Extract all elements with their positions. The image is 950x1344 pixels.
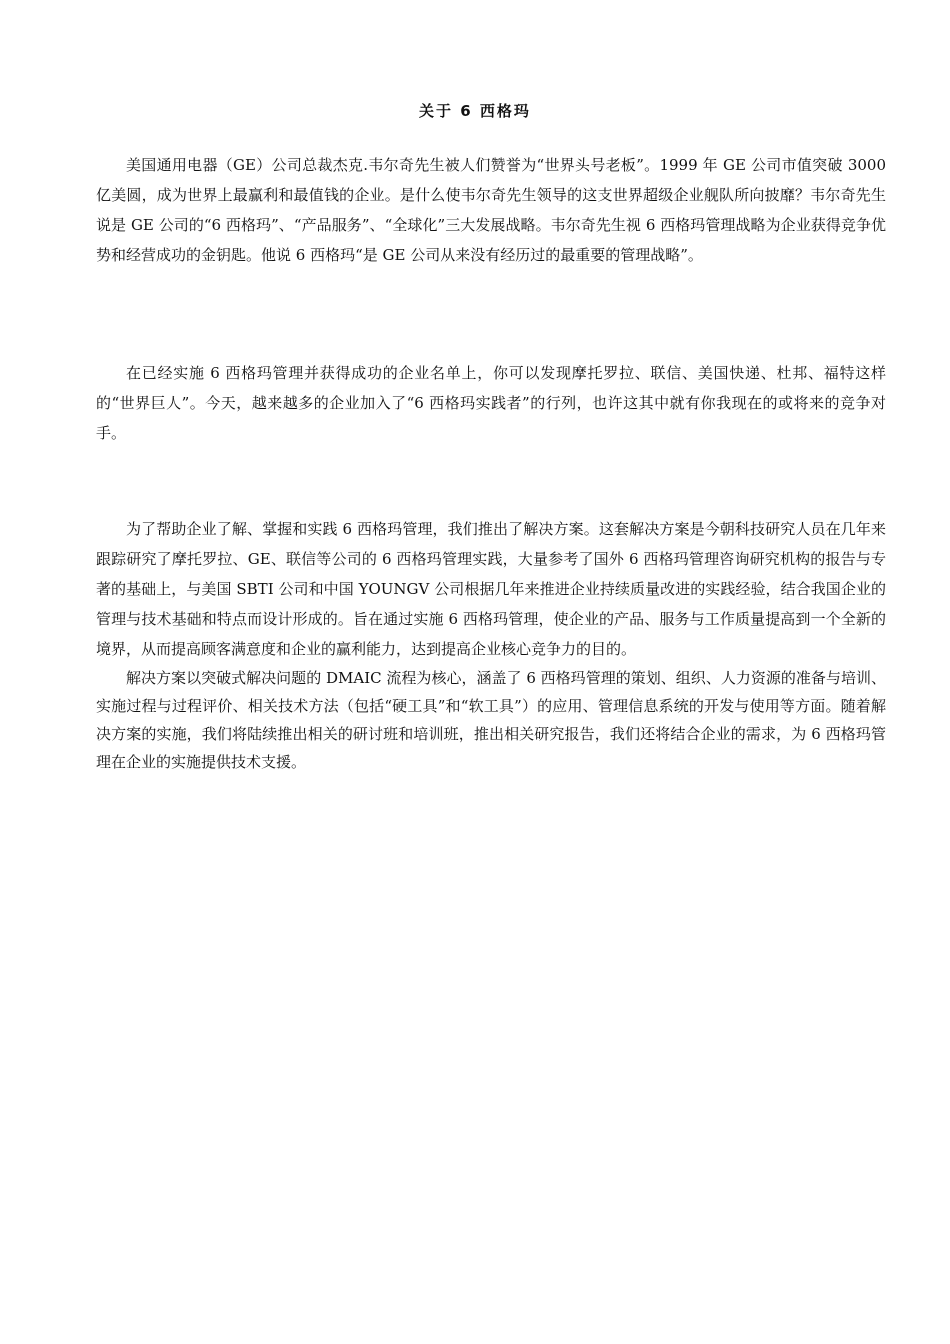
paragraph-ge-six-sigma: 美国通用电器（GE）公司总裁杰克.韦尔奇先生被人们赞誉为“世界头号老板”。1999 年 GE 公司市值突破 3000 亿美圆，成为世界上最赢利和最值钱的企业。是什么使韦尔奇先生领导的这支世界超级企业舰队所向披靡？韦尔奇先生说是 GE 公司的“6 西格玛”、“产品服务”、“全球化”三大发展战略。韦尔奇先生视 6 西格玛管理战略为企业获得竞争优势和经营成功的金钥匙。他说 6 西格玛“是 GE 公司从来没有经历过的最重要的管理战略”。 [96, 156, 886, 264]
document-title: 关于 6 西格玛 [419, 102, 531, 120]
paragraph-solution-scope: 解决方案以突破式解决问题的 DMAIC 流程为核心，涵盖了 6 西格玛管理的策划、组织、人力资源的准备与培训、实施过程与过程评价、相关技术方法（包括“硬工具”和“软工具”）的应用、管理信息系统的开发与使用等方面。随着解决方案的实施，我们将陆续推出相关的研讨班和培训班，推出相关研究报告，我们还将结合企业的需求，为 6 西格玛管理在企业的实施提供技术支援。 [96, 669, 886, 771]
paragraph-solution-intro: 为了帮助企业了解、掌握和实践 6 西格玛管理，我们推出了解决方案。这套解决方案是今朝科技研究人员在几年来跟踪研究了摩托罗拉、GE、联信等公司的 6 西格玛管理实践，大量参考了国外 6 西格玛管理咨询研究机构的报告与专著的基础上，与美国 SBTI 公司和中国 YOUNGV 公司根据几年来推进企业持续质量改进的实践经验，结合我国企业的管理与技术基础和特点而设计形成的。旨在通过实施 6 西格玛管理，使企业的产品、服务与工作质量提高到一个全新的境界，从而提高顾客满意度和企业的赢利能力，达到提高企业核心竞争力的目的。 [96, 520, 886, 658]
paragraph-successful-companies: 在已经实施 6 西格玛管理并获得成功的企业名单上，你可以发现摩托罗拉、联信、美国快递、杜邦、福特这样的“世界巨人”。今天，越来越多的企业加入了“6 西格玛实践者”的行列，也许这其中就有你我现在的或将来的竞争对手。 [96, 364, 886, 442]
